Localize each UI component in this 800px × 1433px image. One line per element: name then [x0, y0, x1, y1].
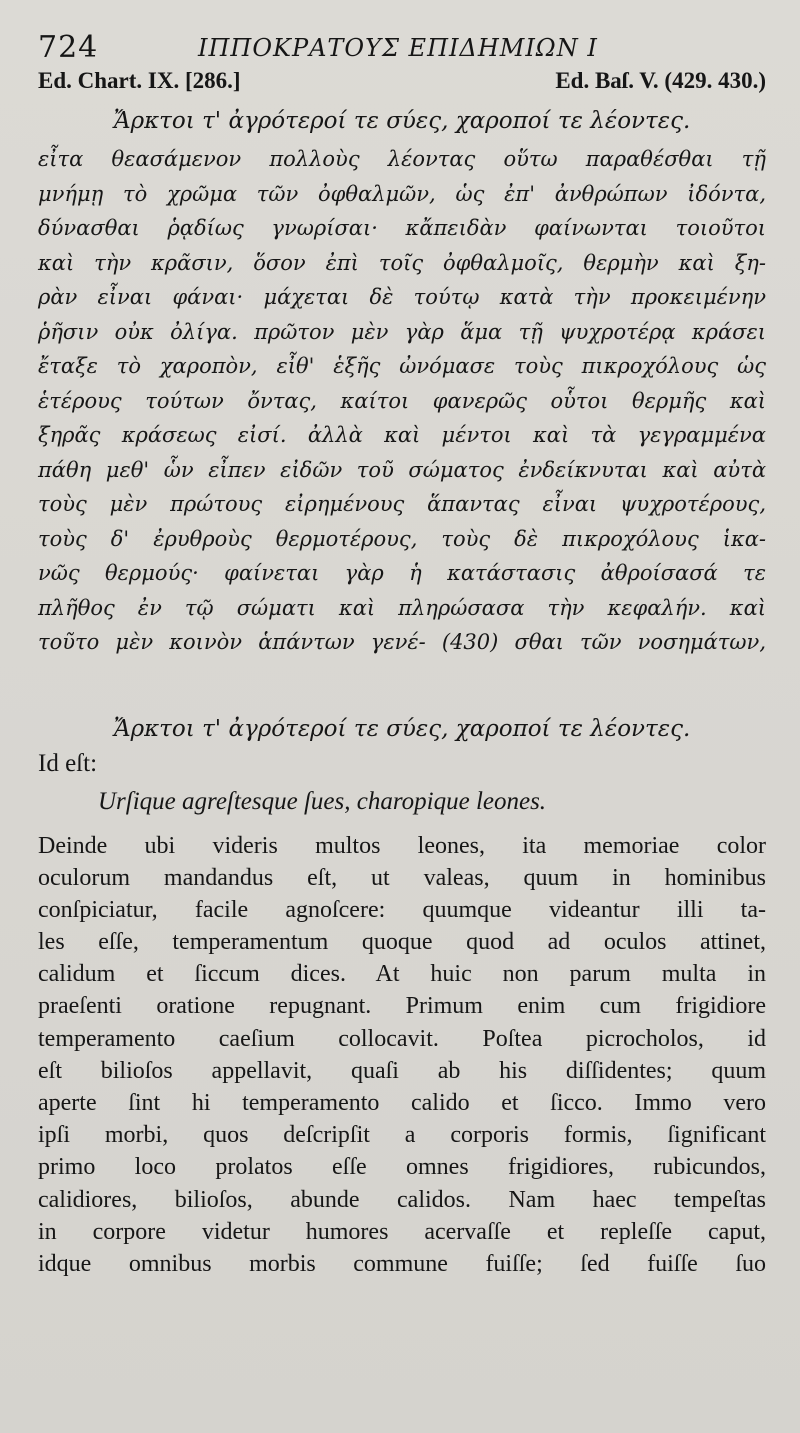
greek-line: ἑτέρους τούτων ὄντας, καίτοι φανερῶς οὗτοι θερμῆς καὶ: [38, 388, 766, 413]
greek-line: μνήμῃ τὸ χρῶμα τῶν ὀφθαλμῶν, ὡς ἐπ' ἀνθρώπων ἰδόντα,: [38, 181, 766, 206]
greek-line: πλῆθος ἐν τῷ σώματι καὶ πληρώσασα τὴν κεφαλήν. καὶ: [38, 595, 766, 620]
edition-reference-right: Ed. Baſ. V. (429. 430.): [555, 68, 766, 93]
latin-line: temperamento caeſium collocavit. Poſtea picrocholos, id: [38, 1025, 766, 1052]
greek-line: τοὺς δ' ἐρυθροὺς θερμοτέρους, τοὺς δὲ πικροχόλους ἱκα-: [38, 526, 766, 551]
greek-line: ξηρᾶς κράσεως εἰσί. ἀλλὰ καὶ μέντοι καὶ τὰ γεγραμμένα: [38, 423, 766, 447]
latin-line: Deinde ubi videris multos leones, ita memoriae color: [38, 832, 766, 859]
latin-section-greek-lemma: Ἄρκτοι τ' ἀγρότεροί τε σύες, χαροποί τε λέοντες.: [113, 715, 691, 742]
greek-text: [38, 142, 766, 660]
page-number: 724: [38, 30, 99, 65]
edition-reference-left: Ed. Chart. IX. [286.]: [38, 68, 241, 93]
greek-line: τοὺς μὲν πρώτους εἰρημένους ἅπαντας εἶναι ψυχροτέρους,: [38, 492, 766, 516]
greek-line: νῶς θερμούς· φαίνεται γὰρ ἡ κατάστασις ἀθροίσασά τε: [38, 561, 766, 585]
latin-line: oculorum mandandus eſt, ut valeas, quum in hominibus: [38, 864, 766, 891]
latin-line: in corpore videtur humores acervaſſe et repleſſe caput,: [38, 1218, 766, 1245]
greek-line: ρὰν εἶναι φάναι· μάχεται δὲ τούτῳ κατὰ τὴν προκειμένην: [38, 285, 766, 309]
greek-line: ῥῆσιν οὐκ ὀλίγα. πρῶτον μὲν γὰρ ἅμα τῇ ψυχροτέρᾳ κράσει: [38, 319, 766, 344]
greek-line: ἔταξε τὸ χαροπὸν, εἶθ' ἑξῆς ὠνόμασε τοὺς πικροχόλους ὡς: [38, 354, 766, 378]
id-est-label: Id eſt:: [38, 749, 98, 777]
greek-line: πάθη μεθ' ὧν εἶπεν εἰδῶν τοῦ σώματος ἐνδείκνυται καὶ αὐτὰ: [38, 457, 766, 482]
latin-line: eſt bilioſos appellavit, quaſi ab his diſſidentes; quum: [38, 1057, 766, 1084]
greek-line: εἶτα θεασάμενον πολλοὺς λέοντας οὕτω παραθέσθαι τῇ: [38, 147, 766, 171]
running-head: [38, 30, 766, 68]
latin-line: conſpiciatur, facile agnoſcere: quumque videantur illi ta-: [38, 896, 766, 923]
greek-lemma: Ἄρκτοι τ' ἀγρότεροί τε σύες, χαροποί τε λέοντες.: [113, 108, 691, 134]
latin-line: idque omnibus morbis commune fuiſſe; ſed fuiſſe ſuo: [38, 1250, 766, 1277]
latin-line: calidiores, bilioſos, abunde calidos. Nam haec tempeſtas: [38, 1186, 766, 1213]
edition-reference-line: [38, 68, 766, 102]
latin-line: aperte ſint hi temperamento calido et ſicco. Immo vero: [38, 1090, 766, 1116]
running-title: ΙΠΠΟΚΡΑΤΟΥΣ ΕΠΙΔΗΜΙΩΝ Ι: [198, 34, 598, 62]
latin-line: praeſenti oratione repugnant. Primum enim cum frigidiore: [38, 993, 766, 1020]
latin-line: calidum et ſiccum dices. At huic non parum multa in: [38, 961, 766, 988]
latin-line: primo loco prolatos eſſe omnes frigidiores, rubicundos,: [38, 1154, 766, 1181]
greek-line: δύνασθαι ῥᾳδίως γνωρίσαι· κἄπειδὰν φαίνωνται τοιοῦτοι: [38, 216, 766, 240]
latin-line: ipſi morbi, quos deſcripſit a corporis formis, ſignificant: [38, 1122, 766, 1149]
greek-line: καὶ τὴν κρᾶσιν, ὅσον ἐπὶ τοῖς ὀφθαλμοῖς, θερμὴν καὶ ξη-: [38, 250, 766, 275]
greek-line: τοῦτο μὲν κοινὸν ἁπάντων γενέ- (430) σθαι τῶν νοσημάτων,: [38, 630, 766, 654]
section-gap: [38, 660, 766, 716]
latin-text: [38, 830, 766, 1281]
latin-line: les eſſe, temperamentum quoque quod ad oculos attinet,: [38, 929, 766, 956]
latin-verse: Urſique agreſtesque ſues, charopique leones.: [98, 787, 547, 815]
